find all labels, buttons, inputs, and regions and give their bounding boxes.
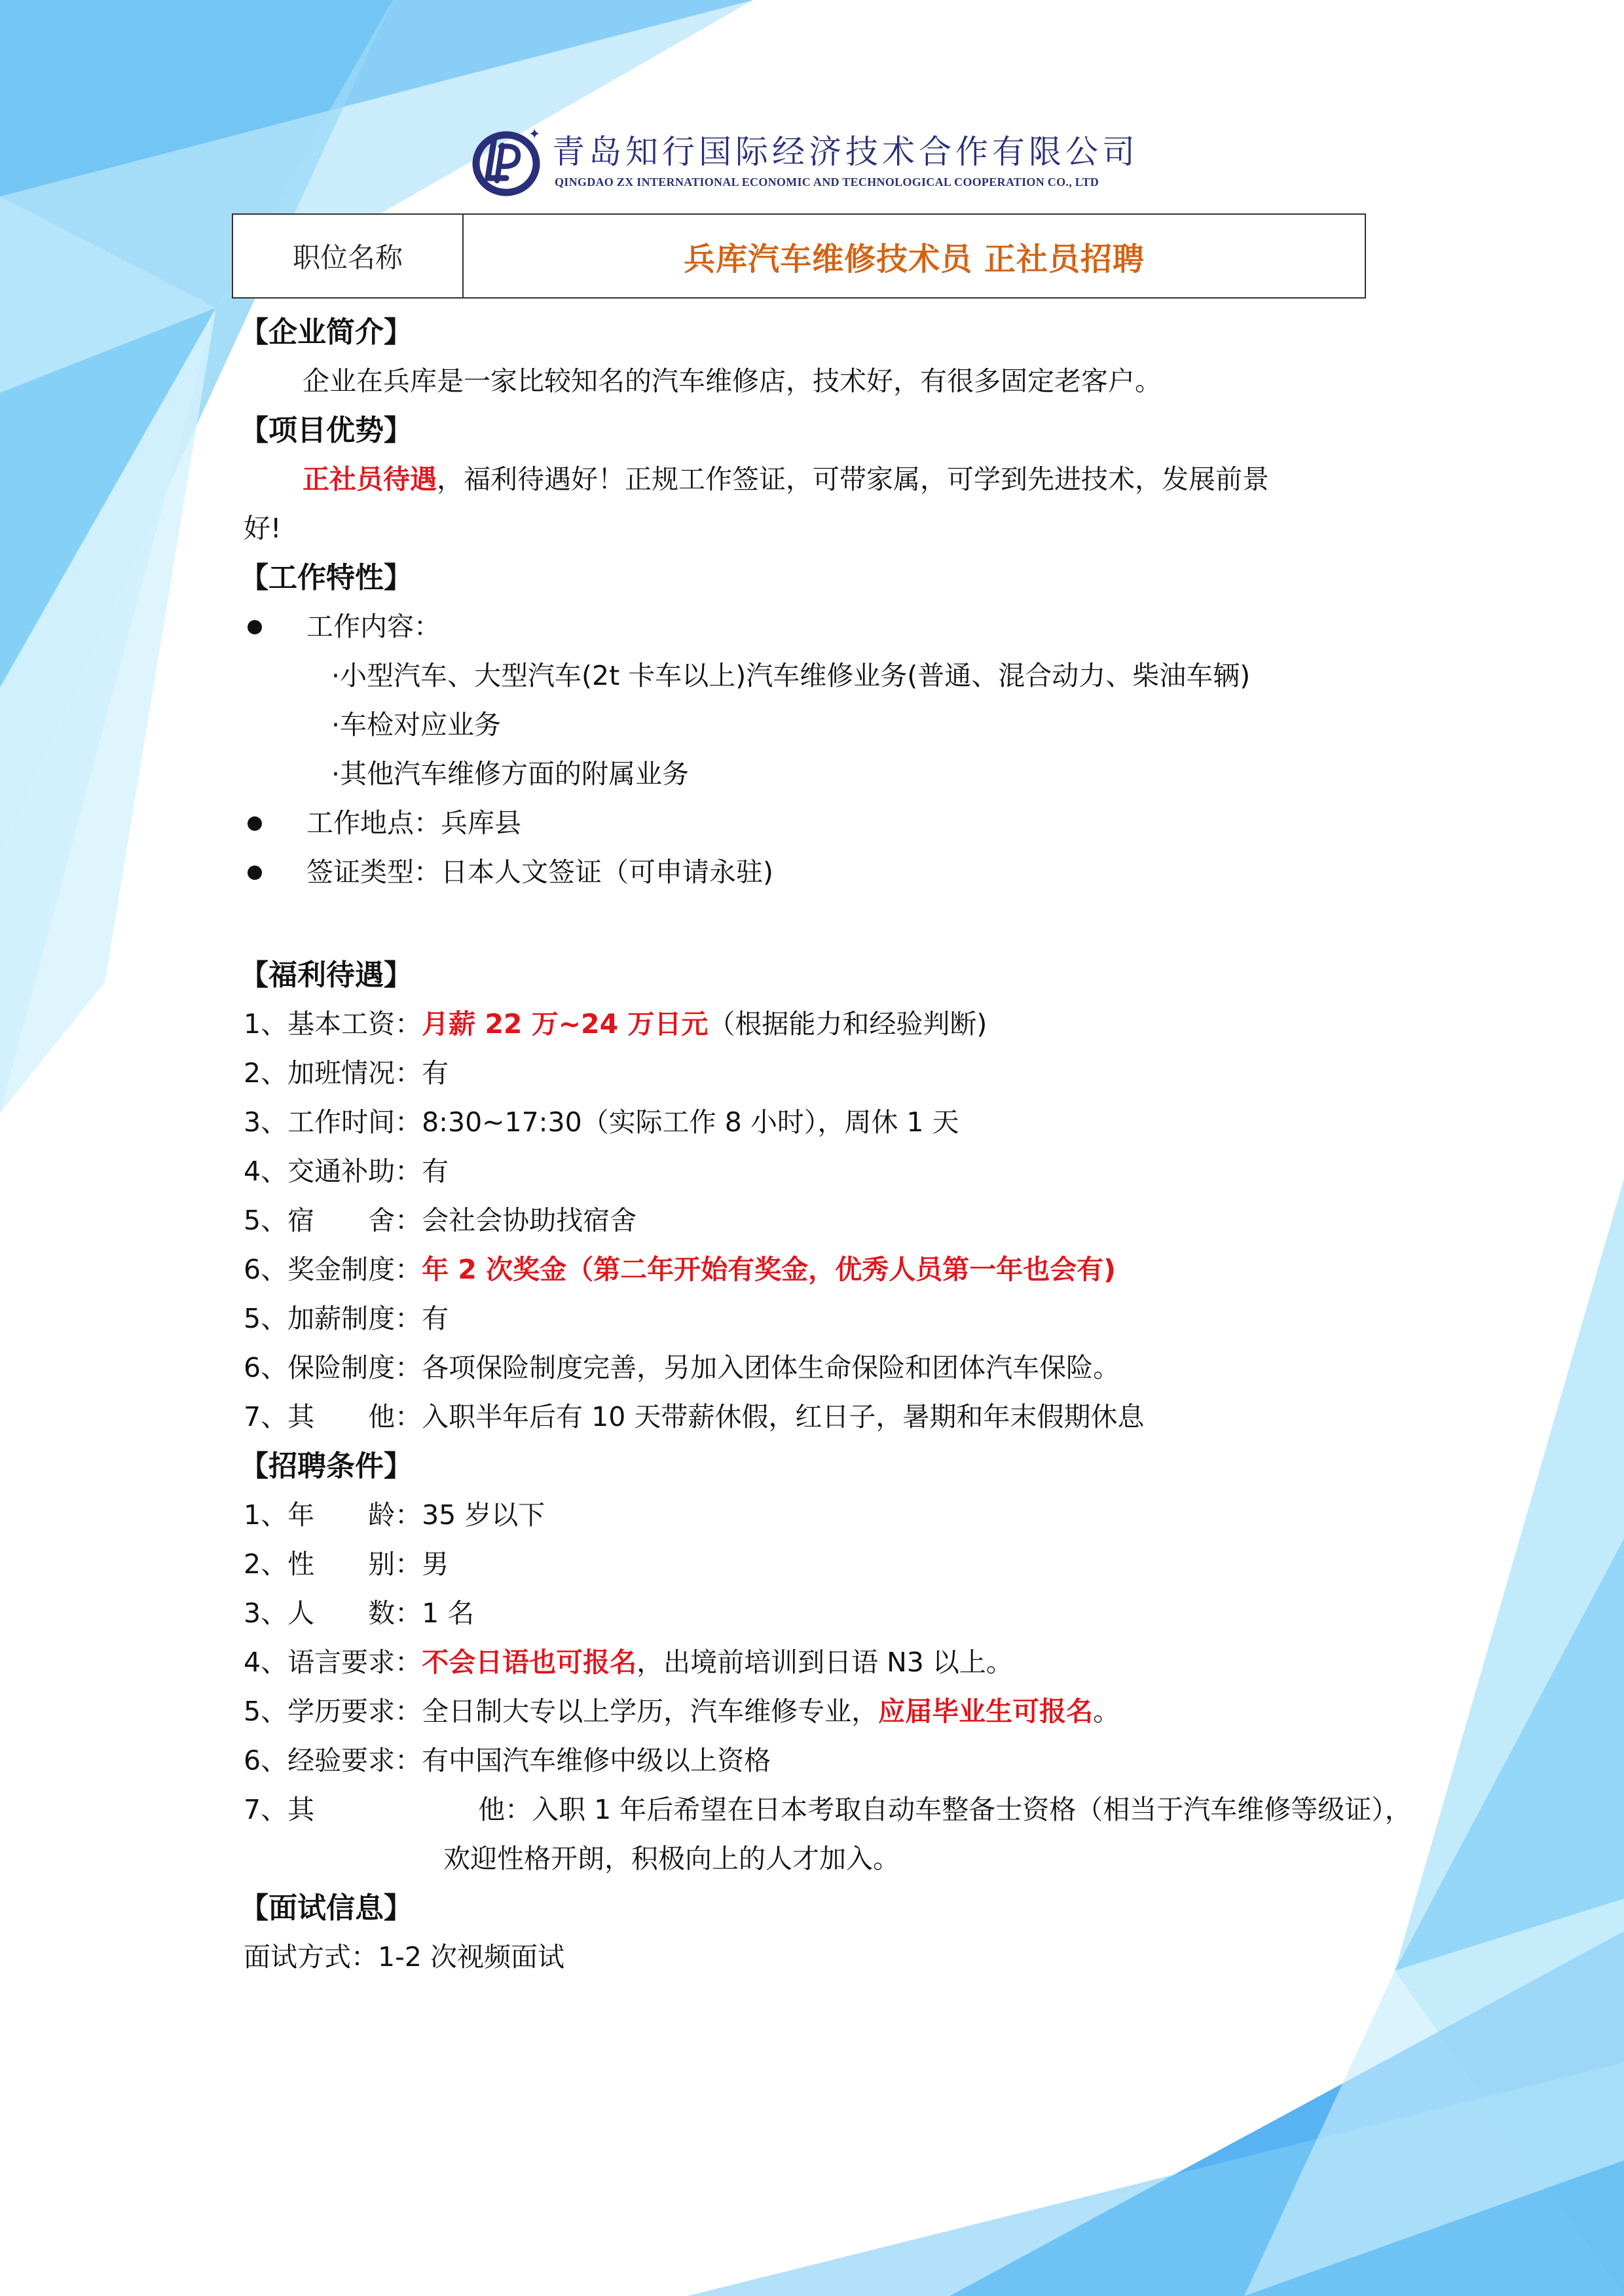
work-content-item: ·小型汽车、大型汽车(2t 卡车以上)汽车维修业务(普通、混合动力、柴油车辆) <box>331 660 1251 691</box>
other-label: 7、其 <box>244 1794 315 1825</box>
benefit-salary <box>244 1000 1383 1049</box>
advantages-text: ，福利待遇好！正规工作签证，可带家属，可学到先进技术，发展前景 <box>437 464 1269 495</box>
requirement-gender: 2、性 别：男 <box>244 1548 449 1580</box>
bullet-icon <box>248 816 262 831</box>
education-end: 。 <box>1093 1696 1120 1727</box>
benefit-insurance: 6、保险制度：各项保险制度完善，另加入团体生命保险和团体汽车保险。 <box>244 1352 1120 1383</box>
section-heading-benefits: 【福利待遇】 <box>240 958 413 992</box>
bonus-value: 年 2 次奖金（第二年开始有奖金，优秀人员第一年也会有) <box>422 1254 1116 1285</box>
advantages-line-2: 好! <box>244 513 282 544</box>
work-location: 工作地点：兵库县 <box>306 807 521 839</box>
benefit-overtime: 2、加班情况：有 <box>244 1057 449 1089</box>
language-label: 4、语言要求： <box>244 1647 422 1678</box>
work-content-label: 工作内容： <box>306 611 441 642</box>
benefit-transport: 4、交通补助：有 <box>244 1156 449 1187</box>
position-label: 职位名称 <box>233 215 464 297</box>
salary-value: 月薪 22 万~24 万日元 <box>422 1008 709 1040</box>
svg-text:✦: ✦ <box>528 126 541 143</box>
benefit-dorm: 5、宿 舍：会社会协助找宿舍 <box>244 1205 637 1236</box>
requirement-closing: 欢迎性格开朗，积极向上的人才加入。 <box>443 1843 900 1874</box>
education-highlight: 应届毕业生可报名 <box>878 1696 1094 1727</box>
list-item <box>244 799 1383 848</box>
position-table <box>232 213 1366 299</box>
benefit-hours: 3、工作时间：8:30~17:30（实际工作 8 小时），周休 1 天 <box>244 1106 959 1138</box>
section-heading-interview: 【面试信息】 <box>240 1891 413 1925</box>
advantages-line <box>244 455 1383 504</box>
requirement-language <box>244 1638 1383 1687</box>
intro-text: 企业在兵库是一家比较知名的汽车维修店，技术好，有很多固定老客户。 <box>303 365 1162 397</box>
bullet-icon <box>248 866 262 880</box>
requirement-other <box>244 1785 1426 1834</box>
benefit-raise: 5、加薪制度：有 <box>244 1303 449 1334</box>
company-name-cn: 青岛知行国际经济技术合作有限公司 <box>552 133 1139 171</box>
benefit-other: 7、其 他：入职半年后有 10 天带薪休假，红日子，暑期和年末假期休息 <box>244 1401 1145 1432</box>
company-name-en: QINGDAO ZX INTERNATIONAL ECONOMIC AND TECHNOLOGICAL COOPERATION CO., LTD <box>555 175 1099 189</box>
list-item <box>244 848 1383 897</box>
spacer <box>244 897 1383 951</box>
education-label: 5、学历要求：全日制大专以上学历，汽车维修专业， <box>244 1696 879 1727</box>
work-content-item: ·其他汽车维修方面的附属业务 <box>331 758 690 790</box>
section-heading-features: 【工作特性】 <box>240 561 413 594</box>
company-header <box>468 118 1156 203</box>
language-highlight: 不会日语也可报名 <box>422 1647 637 1678</box>
section-heading-requirements: 【招聘条件】 <box>240 1449 413 1483</box>
job-details <box>240 308 1412 1982</box>
position-title: 兵库汽车维修技术员 正社员招聘 <box>684 240 1145 278</box>
requirement-experience: 6、经验要求：有中国汽车维修中级以上资格 <box>244 1745 771 1776</box>
section-heading-intro: 【企业简介】 <box>240 316 413 349</box>
company-logo-lp-icon <box>468 124 547 196</box>
salary-label: 1、基本工资： <box>244 1008 422 1040</box>
work-content-item: ·车检对应业务 <box>331 709 502 740</box>
salary-note: （根据能力和经验判断) <box>708 1008 987 1040</box>
visa-type: 签证类型：日本人文签证（可申请永驻) <box>306 856 773 888</box>
list-item <box>244 602 1383 651</box>
other-text: 他：入职 1 年后希望在日本考取自动车整备士资格（相当于汽车维修等级证）， <box>478 1794 1412 1825</box>
requirement-age: 1、年 龄：35 岁以下 <box>244 1499 545 1531</box>
bullet-icon <box>248 620 262 634</box>
section-heading-advantages: 【项目优势】 <box>240 414 413 447</box>
language-text: ，出境前培训到日语 N3 以上。 <box>637 1647 1013 1678</box>
interview-method: 面试方式：1-2 次视频面试 <box>244 1941 564 1973</box>
bonus-label: 6、奖金制度： <box>244 1254 422 1285</box>
requirement-education <box>244 1687 1383 1736</box>
requirement-count: 3、人 数：1 名 <box>244 1597 475 1629</box>
advantages-highlight: 正社员待遇 <box>303 464 437 495</box>
benefit-bonus <box>244 1245 1383 1294</box>
